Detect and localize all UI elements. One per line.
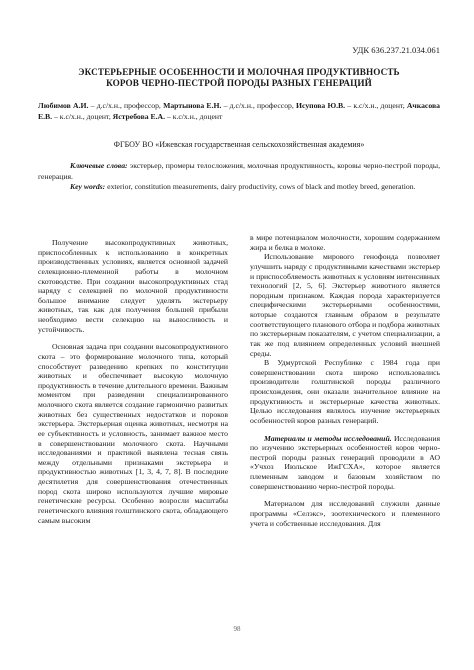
right-column [250, 233, 440, 528]
author-name: Ачкасова Е.В. [38, 101, 440, 121]
title-line-1: ЭКСТЕРЬЕРНЫЕ ОСОБЕННОСТИ И МОЛОЧНАЯ ПРОДУКТИВНОСТЬ [78, 67, 400, 77]
author-name: Исупова Ю.В. [296, 101, 346, 110]
organization: ФГБОУ ВО «Ижевская государственная сельскохозяйственная академия» [113, 140, 365, 149]
author-role: – д.с/х.н., профессор, [221, 101, 297, 110]
keywords-en [38, 182, 440, 193]
author-role: – д.с/х.н., профессор, [88, 101, 164, 110]
methods-paragraph [250, 434, 440, 492]
author-role: – к.с/х.н., доцент, [345, 101, 407, 110]
author-list [38, 101, 440, 122]
author-name: Любимов А.И. [38, 101, 89, 110]
author-role: – к.с/х.н., доцент, [52, 111, 113, 121]
keywords-ru-label: Ключевые слова: [70, 161, 128, 170]
title-line-2: КОРОВ ЧЕРНО-ПЕСТРОЙ ПОРОДЫ РАЗНЫХ ГЕНЕРАЦИЙ [106, 78, 372, 88]
section-heading: Материалы и методы исследований. [264, 433, 392, 443]
paragraph: В Удмуртской Республике с 1984 года при совершенствовании скота широко использовались производители голштинской породы различного происхождения, они оказали значительное влияние на продуктивность и экстерьерные качества животных. Целью исследования являлось изучение экстерьерных особенностей коров разных генераций. [250, 358, 440, 425]
keywords-block [38, 161, 440, 193]
article-title [38, 67, 440, 89]
keywords-ru [38, 161, 440, 182]
udc-code: УДК 636.237.21.034.061 [352, 45, 440, 55]
author-name: Мартынова Е.Н. [163, 101, 222, 110]
paragraph: в мире потенциалом молочности, хорошим содержанием жира и белка в молоке. [250, 233, 440, 252]
keywords-en-text: exterior, constitution measurements, dairy productivity, cows of black and motley breed, generation. [105, 182, 416, 192]
keywords-ru-text: экстерьер, промеры телосложения, молочная продуктивность, коровы черно-пестрой породы, генерация. [38, 161, 440, 181]
page-number: 98 [233, 625, 241, 633]
paragraph: Использование мирового генофонда позволяет улучшить наряду с продуктивными качествами экстерьер и приспособляемость животных к условиям интенсивных технологий [2, 5, 6]. Экстерьер животного является породным признаком. Каждая порода характеризуется специфическими экстерьерными особенностями, которые создаются главным образом в результате соответствующего планового отбора и подбора животных по экстерьерным показателям, с учетом специализации, а так же под влиянием определенных условий внешней среды. [250, 252, 440, 358]
keywords-en-label: Key words: [70, 182, 106, 192]
left-column [38, 238, 228, 525]
author-name: Ястребова Е.А. [112, 111, 166, 121]
paragraph: Материалом для исследований служили данные программы «Селэкс», зоотехнического и племенного учета и собственные исследования. Для [250, 499, 440, 528]
paragraph: Получение высокопродуктивных животных, приспособленных к использованию в конкретных производственных условиях, является основной задачей селекционно-племенной работы в молочном скотоводстве. При создании высокопродуктивных стад наряду с селекцией по молочной продуктивности большое внимание следует уделять экстерьеру животных, так как для получения большей прибыли необходимо вести селекцию на выносливость и устойчивость. [38, 238, 228, 334]
methods-text: Исследования по изучению экстерьерных особенностей коров черно-пестрой породы разных генераций проводили в АО «Учхоз Июльское ИжГСХА», которое является племенным заводом и базовым хозяйством по совершенствованию черно-пестрой породы. [250, 433, 440, 491]
paragraph: Основная задача при создании высокопродуктивного скота – это формирование молочного типа, который способствует разведению крепких по конституции животных и обеспечивает высокую молочную продуктивность в течение длительного времени. Важным моментом при разведении специализированного молочного скота является создание гармонично развитых животных без существенных недостатков и пороков экстерьера. Экстерьерная оценка животных, несмотря на ее субъективность и условность, занимает важное место в совершенствовании молочного скота. Научными исследованиями и практикой выявлена тесная связь между отдельными признаками экстерьера и продуктивностью животных [1, 3, 4, 7, 8]. В последние десятилетия для совершенствования отечественных пород скота широко используются лучшие мировые генетические ресурсы. Особенно возросли масштабы генетического влияния голштинского скота, обладающего самым высоким [38, 342, 228, 525]
author-role: – к.с/х.н., доцент [165, 111, 223, 121]
